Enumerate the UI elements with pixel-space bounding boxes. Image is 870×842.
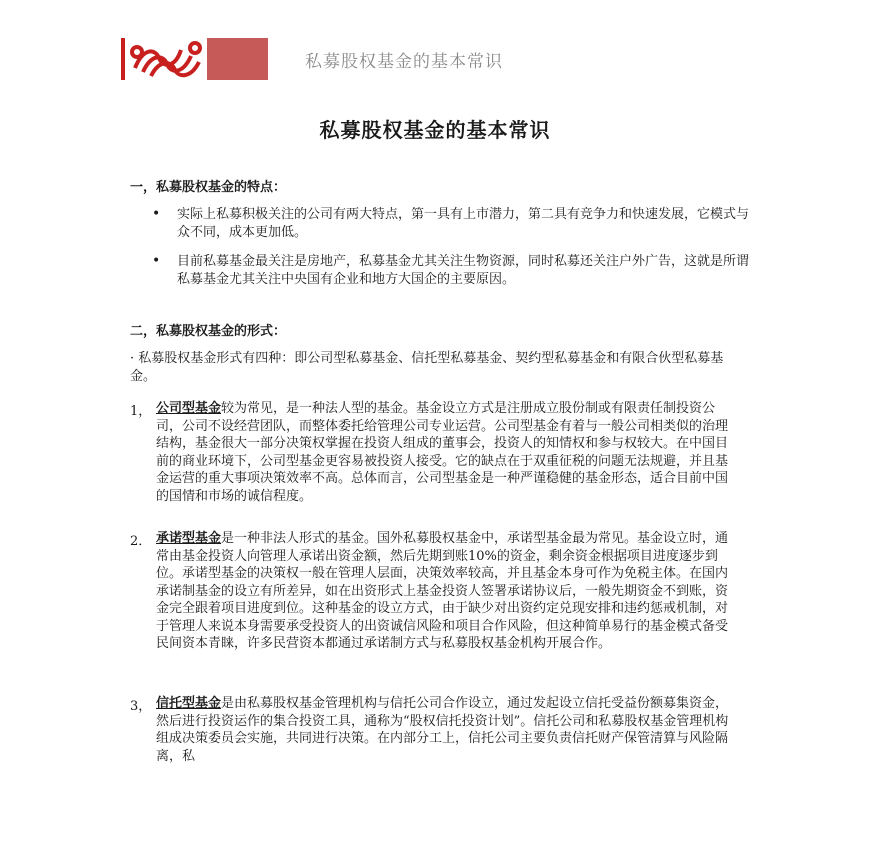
logo-swirl-icon — [125, 38, 207, 80]
form-item-paragraph — [156, 400, 740, 505]
document-title: 私募股权基金的基本常识 — [319, 118, 551, 142]
form-description: 较为常见，是一种法人型的基金。基金设立方式是注册成立股份制或有限责任制投资公司，公司不设经营团队，而整体委托给管理公司专业运营。公司型基金有着与一般公司相类似的治理结构，基金很大一部分决策权掌握在投资人组成的董事会，投资人的知情权和参与权较大。在中国目前的商业环境下，公司型基金更容易被投资人接受。它的缺点在于双重征税的问题无法规避，并且基金运营的重大事项决策效率不高。总体而言，公司型基金是一种严谨稳健的基金形态，适合目前中国的国情和市场的诚信程度。 — [156, 401, 729, 504]
bullet-paragraph: 目前私募基金最关注是房地产，私募基金尤其关注生物资源，同时私募还关注户外广告，这就是所谓私募基金尤其关注中央国有企业和地方大国企的主要原因。 — [177, 254, 750, 287]
bullet-icon: • — [152, 206, 161, 222]
form-term: 承诺型基金 — [156, 531, 222, 546]
form-item-paragraph — [156, 530, 740, 653]
item-number: 3， — [130, 699, 152, 714]
form-description: 是由私募股权基金管理机构与信托公司合作设立，通过发起设立信托受益份额募集资金，然后进行投资运作的集合投资工具，通称为“股权信托投资计划”。信托公司和私募股权基金管理机构组成决策委员会实施，共同进行决策。在内部分工上，信托公司主要负责信托财产保管清算与风险隔离，私 — [156, 696, 729, 764]
logo-mark — [121, 38, 207, 80]
header-title: 私募股权基金的基本常识 — [305, 52, 503, 72]
bullet-paragraph: 实际上私募积极关注的公司有两大特点，第一具有上市潜力，第二具有竞争力和快速发展，它模式与众不同，成本更加低。 — [177, 207, 750, 240]
company-logo — [121, 38, 268, 80]
bullet-icon: • — [152, 253, 161, 269]
section-heading-forms: 二，私募股权基金的形式： — [130, 324, 287, 339]
item-number: 2． — [130, 534, 152, 549]
section-heading-features: 一，私募股权基金的特点： — [130, 180, 287, 195]
form-term: 信托型基金 — [156, 696, 222, 711]
form-item-paragraph — [156, 695, 740, 765]
item-number: 1， — [130, 404, 152, 419]
logo-color-block — [207, 38, 268, 80]
form-description: 是一种非法人形式的基金。国外私募股权基金中，承诺型基金最为常见。基金设立时，通常由基金投资人向管理人承诺出资金额，然后先期到账10%的资金，剩余资金根据项目进度逐步到位。承诺型基金的决策权一般在管理人层面，决策效率较高，并且基金本身可作为免税主体。在国内承诺制基金的设立有所差异，如在出资形式上基金投资人签署承诺协议后，一般先期资金不到账，资金完全跟着项目进度到位。这种基金的设立方式，由于缺少对出资约定兑现安排和违约惩戒机制，对于管理人来说本身需要承受投资人的出资诚信风险和项目合作风险，但这种简单易行的基金模式备受民间资本青睐，许多民营资本都通过承诺制方式与私募股权基金机构开展合作。 — [156, 531, 729, 651]
form-term: 公司型基金 — [156, 401, 222, 416]
forms-intro-paragraph: · 私募股权基金形式有四种：即公司型私募基金、信托型私募基金、契约型私募基金和有限合伙型私募基金。 — [130, 351, 724, 384]
